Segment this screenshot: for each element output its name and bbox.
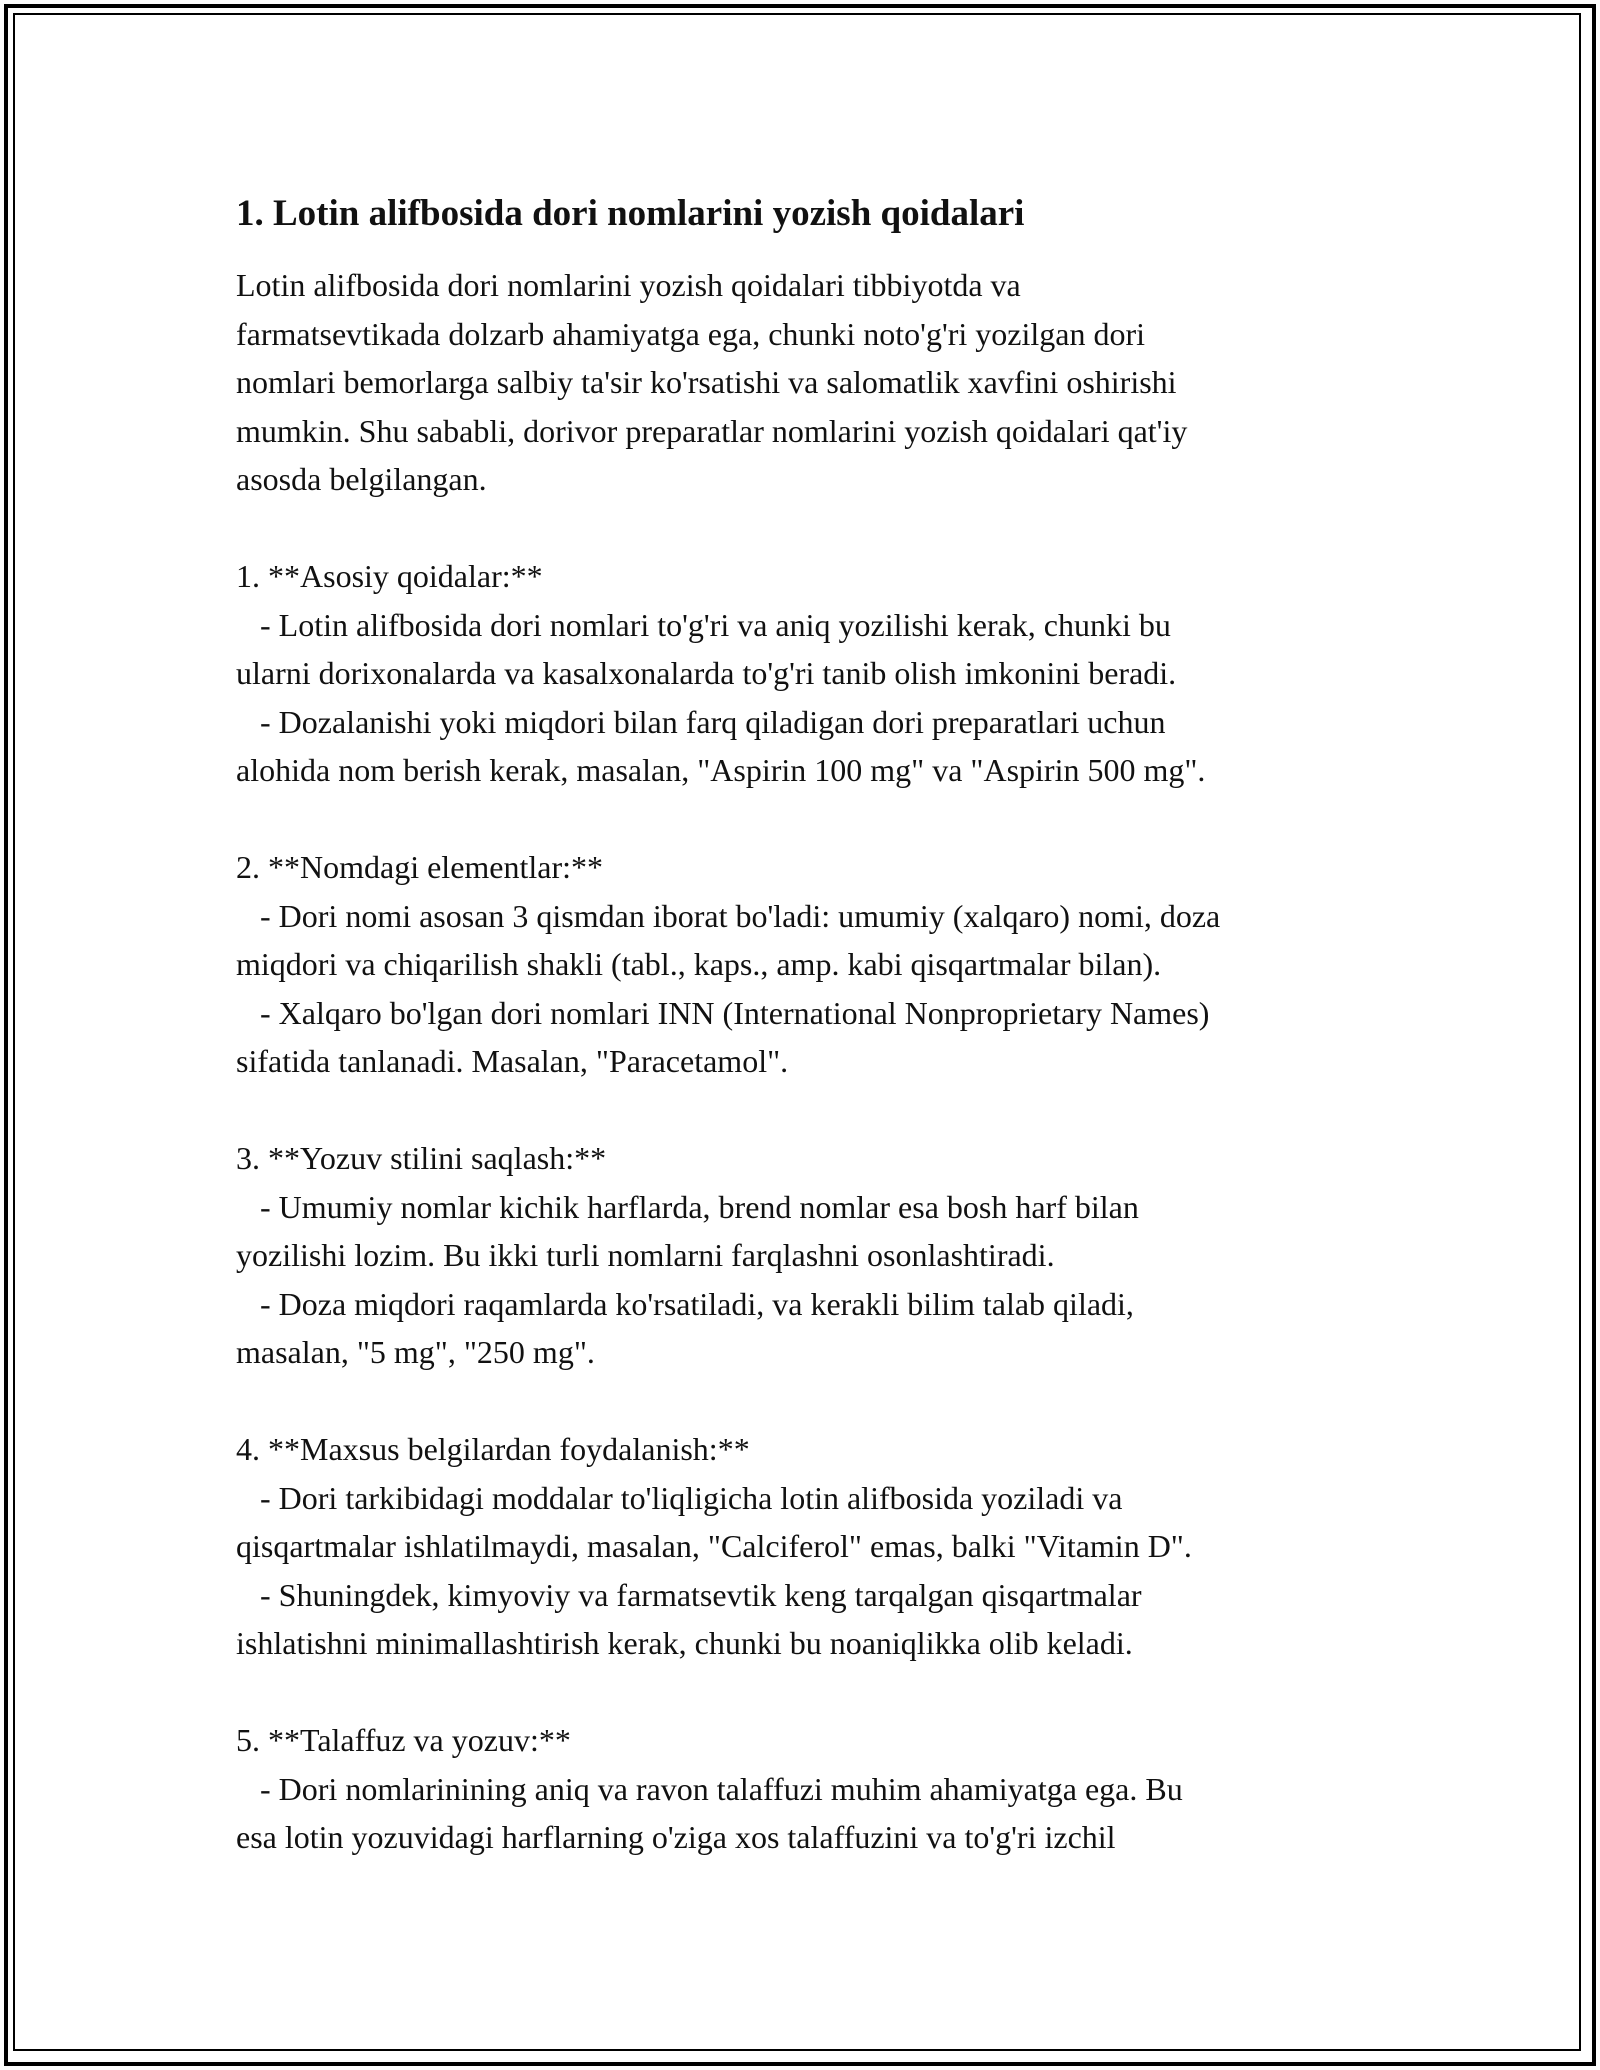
- section-line: - Shuningdek, kimyoviy va farmatsevtik keng tarqalgan qisqartmalar: [236, 1576, 1142, 1613]
- section-writing-style: [236, 1134, 1401, 1377]
- section-line: - Doza miqdori raqamlarda ko'rsatiladi, va kerakli bilim talab qiladi,: [236, 1285, 1134, 1322]
- intro-paragraph: [236, 261, 1401, 504]
- intro-line: Lotin alifbosida dori nomlarini yozish qoidalari tibbiyotda va: [236, 267, 1021, 303]
- document-body: [236, 185, 1401, 1862]
- section-line: esa lotin yozuvidagi harflarning o'ziga xos talaffuzini va to'g'ri izchil: [236, 1819, 1116, 1855]
- section-name-elements: [236, 843, 1401, 1086]
- intro-line: mumkin. Shu sababli, dorivor preparatlar nomlarini yozish qoidalari qat'iy: [236, 412, 1188, 449]
- section-line: yozilishi lozim. Bu ikki turli nomlarni farqlashni osonlashtiradi.: [236, 1237, 1055, 1273]
- section-line: - Dori nomlarinining aniq va ravon talaffuzi muhim ahamiyatga ega. Bu: [236, 1770, 1183, 1807]
- section-line: - Umumiy nomlar kichik harflarda, brend nomlar esa bosh harf bilan: [236, 1188, 1139, 1225]
- section-line: - Dozalanishi yoki miqdori bilan farq qiladigan dori preparatlari uchun: [236, 703, 1166, 740]
- section-pronunciation: [236, 1716, 1401, 1862]
- section-line: miqdori va chiqarilish shakli (tabl., kaps., amp. kabi qisqartmalar bilan).: [236, 946, 1162, 982]
- section-basic-rules: [236, 552, 1401, 795]
- section-heading: 4. **Maxsus belgilardan foydalanish:**: [236, 1431, 750, 1467]
- section-line: ishlatishni minimallashtirish kerak, chunki bu noaniqlikka olib keladi.: [236, 1625, 1133, 1661]
- section-line: ularni dorixonalarda va kasalxonalarda to'g'ri tanib olish imkonini beradi.: [236, 655, 1177, 691]
- intro-line: farmatsevtikada dolzarb ahamiyatga ega, chunki noto'g'ri yozilgan dori: [236, 315, 1145, 352]
- section-line: - Dori tarkibidagi moddalar to'liqligicha lotin alifbosida yoziladi va: [236, 1479, 1123, 1516]
- section-line: sifatida tanlanadi. Masalan, "Paracetamol".: [236, 1043, 789, 1079]
- section-line: alohida nom berish kerak, masalan, "Aspirin 100 mg" va "Aspirin 500 mg".: [236, 752, 1206, 788]
- document-title: 1. Lotin alifbosida dori nomlarini yozish qoidalari: [236, 193, 1025, 234]
- section-line: - Dori nomi asosan 3 qismdan iborat bo'ladi: umumiy (xalqaro) nomi, doza: [236, 897, 1221, 934]
- section-heading: 3. **Yozuv stilini saqlash:**: [236, 1140, 607, 1176]
- section-line: qisqartmalar ishlatilmaydi, masalan, "Calciferol" emas, balki "Vitamin D".: [236, 1528, 1192, 1564]
- section-special-characters: [236, 1425, 1401, 1668]
- intro-line: asosda belgilangan.: [236, 461, 487, 497]
- intro-line: nomlari bemorlarga salbiy ta'sir ko'rsatishi va salomatlik xavfini oshirishi: [236, 364, 1177, 400]
- section-line: - Xalqaro bo'lgan dori nomlari INN (International Nonproprietary Names): [236, 994, 1210, 1031]
- section-heading: 2. **Nomdagi elementlar:**: [236, 849, 604, 885]
- section-heading: 5. **Talaffuz va yozuv:**: [236, 1722, 571, 1758]
- section-line: masalan, "5 mg", "250 mg".: [236, 1334, 595, 1370]
- section-heading: 1. **Asosiy qoidalar:**: [236, 558, 543, 594]
- section-line: - Lotin alifbosida dori nomlari to'g'ri va aniq yozilishi kerak, chunki bu: [236, 606, 1171, 643]
